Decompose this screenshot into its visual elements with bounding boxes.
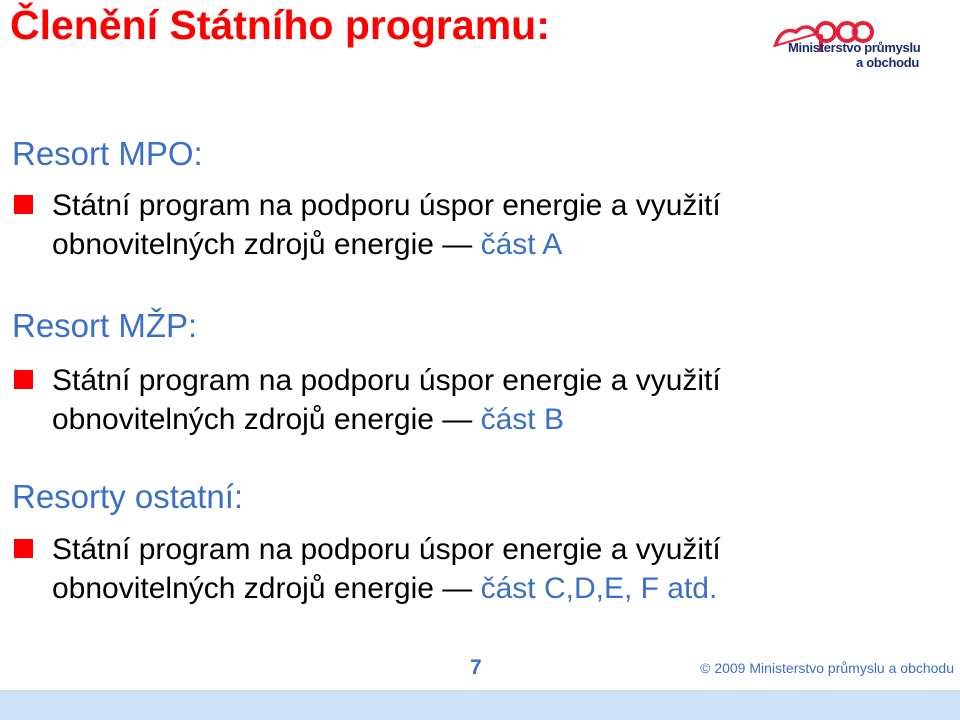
- bullet-square-icon: [14, 195, 33, 214]
- copyright-text: 2009 Ministerstvo průmyslu a obchodu: [714, 660, 954, 676]
- item-line2-prefix: obnovitelných zdrojů energie —: [52, 572, 481, 605]
- item-part-label: část C,D,E, F atd.: [480, 572, 718, 605]
- section-heading-mzp: Resort MŽP:: [12, 307, 198, 344]
- item-line1: Státní program na podporu úspor energie a využití: [52, 533, 721, 566]
- item-line2-prefix: obnovitelných zdrojů energie —: [52, 228, 481, 261]
- copyright-notice: [700, 660, 954, 676]
- item-line1: Státní program na podporu úspor energie a využití: [52, 364, 721, 397]
- slide-title: Členění Státního programu:: [10, 2, 550, 48]
- section-item-mpo: [52, 186, 721, 264]
- section-heading-ostatni: Resorty ostatní:: [12, 478, 244, 515]
- bullet-square-icon: [14, 370, 33, 389]
- item-line1: Státní program na podporu úspor energie a využití: [52, 189, 721, 222]
- section-item-mzp: [52, 361, 721, 439]
- copyright-icon: ©: [700, 660, 711, 676]
- footer-bar: [0, 690, 960, 720]
- section-item-ostatni: [52, 530, 721, 608]
- logo-text-line2: a obchodu: [856, 55, 920, 70]
- page-number: 7: [470, 656, 482, 679]
- logo-text-line1: Ministerstvo průmyslu: [788, 40, 921, 55]
- item-line2-prefix: obnovitelných zdrojů energie —: [52, 403, 481, 436]
- bullet-square-icon: [14, 539, 33, 558]
- item-part-label: část A: [480, 228, 563, 261]
- mpo-logo: [770, 10, 920, 72]
- section-heading-mpo: Resort MPO:: [12, 135, 203, 172]
- item-part-label: část B: [480, 403, 564, 436]
